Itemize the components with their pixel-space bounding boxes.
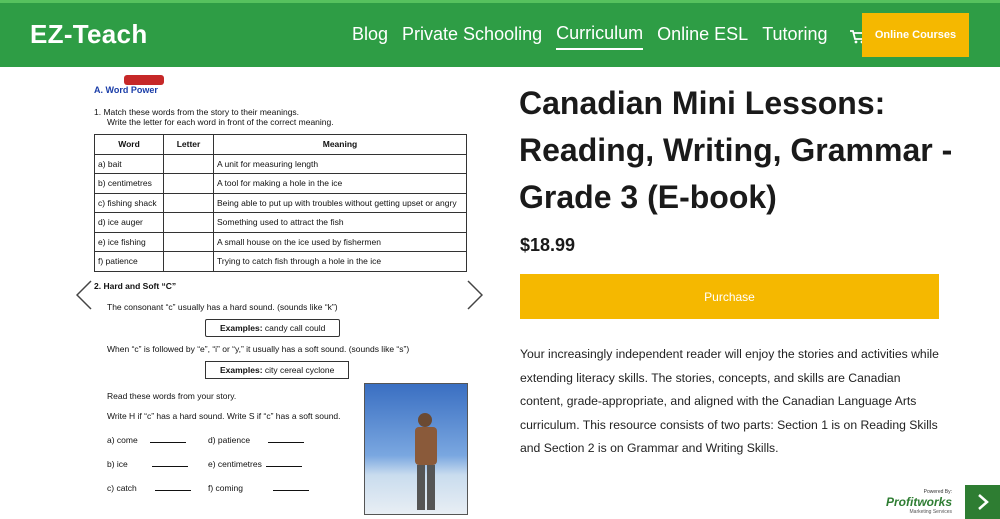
cell-word: e) ice fishing [95,232,164,252]
cell-letter [164,232,214,252]
word-label: f) coming [208,483,243,493]
word-item [208,459,302,469]
word-label: d) patience [208,435,251,445]
word-item [107,435,186,445]
word-label: c) catch [107,483,137,493]
product-description: Your increasingly independent reader will enjoy the stories and activities while extending literacy skills. The stories, concepts, and skills are Canadian content, grade-appropriate, and aligned with the Canadian Language Arts curriculum. This resource consists of two parts: Section 1 is on Reading Skills and Section 2 is on Grammar and Writing Skills. [520,347,939,455]
cell-word: d) ice auger [95,213,164,233]
cell-word: a) bait [95,154,164,174]
word-label: b) ice [107,459,128,469]
cell-word: b) centimetres [95,174,164,194]
powered-by-badge[interactable] [886,489,952,515]
online-courses-button[interactable]: Online Courses [862,13,969,57]
site-header [0,0,1000,67]
word-item [107,483,191,493]
nav-private-schooling[interactable]: Private Schooling [402,24,543,44]
instruction-line-2: Write the letter for each word in front of the correct meaning. [107,117,334,127]
nav-blog[interactable]: Blog [352,24,389,44]
worksheet-section-title: A. Word Power [94,85,158,95]
word-item [107,459,188,469]
table-row [95,193,467,213]
worksheet-instructions [94,107,334,127]
table-row [95,252,467,272]
cell-meaning: A unit for measuring length [214,154,467,174]
child-figure [409,406,445,515]
scroll-next-button[interactable] [965,485,1000,519]
site-logo[interactable]: EZ-Teach [30,19,148,49]
purchase-button[interactable]: Purchase [520,274,939,319]
word-label: a) come [107,435,138,445]
cell-meaning: Trying to catch fish through a hole in the ice [214,252,467,272]
write-hs-text: Write H if “c” has a hard sound. Write S if “c” has a soft sound. [107,411,341,421]
powered-by-label: Powered By: [923,489,953,495]
soft-c-text: When “c” is followed by “e”, “i” or “y,” it usually has a soft sound. (sounds like “s”) [107,344,410,354]
profitworks-logo: Profitworks [886,495,953,509]
word-match-table [94,134,467,272]
table-row [95,154,467,174]
cell-letter [164,252,214,272]
ribbon-decoration [124,75,164,85]
product-title: Canadian Mini Lessons: Reading, Writing, Grammar - Grade 3 (E-book) [519,85,953,215]
hard-c-text: The consonant “c” usually has a hard sound. (sounds like “k”) [107,302,338,312]
word-label: e) centimetres [208,459,262,469]
col-header-word: Word [95,135,164,155]
cell-letter [164,174,214,194]
worksheet-preview-image [80,67,490,519]
example-box-soft [205,361,349,379]
prev-image-arrow-icon[interactable] [76,280,92,310]
word-item [208,483,309,493]
example-words: candy call could [262,323,326,333]
next-image-arrow-icon[interactable] [467,280,483,310]
table-row [95,174,467,194]
instruction-line-1: 1. Match these words from the story to their meanings. [94,107,300,117]
nav-tutoring[interactable]: Tutoring [762,24,828,44]
chevron-right-icon [977,493,989,511]
product-price: $18.99 [520,235,576,255]
example-label: Examples: [220,365,263,375]
cell-letter [164,154,214,174]
cell-word: f) patience [95,252,164,272]
read-words-text: Read these words from your story. [107,391,237,401]
hard-soft-title: 2. Hard and Soft “C” [94,281,177,291]
col-header-letter: Letter [164,135,214,155]
nav-online-esl[interactable]: Online ESL [657,24,749,44]
cell-word: c) fishing shack [95,193,164,213]
cell-meaning: Being able to put up with troubles without getting upset or angry [214,193,467,213]
cell-meaning: A small house on the ice used by fishermen [214,232,467,252]
cell-letter [164,193,214,213]
example-box-hard [205,319,340,337]
cell-meaning: Something used to attract the fish [214,213,467,233]
table-row [95,213,467,233]
cell-meaning: A tool for making a hole in the ice [214,174,467,194]
cell-letter [164,213,214,233]
example-words: city cereal cyclone [262,365,335,375]
col-header-meaning: Meaning [214,135,467,155]
table-row [95,232,467,252]
example-label: Examples: [220,323,263,333]
profitworks-tagline: Marketing Services [909,509,953,515]
main-nav [352,23,880,50]
ice-fishing-photo [364,383,468,515]
nav-curriculum[interactable]: Curriculum [556,23,643,50]
table-header-row [95,135,467,155]
word-item [208,435,304,445]
